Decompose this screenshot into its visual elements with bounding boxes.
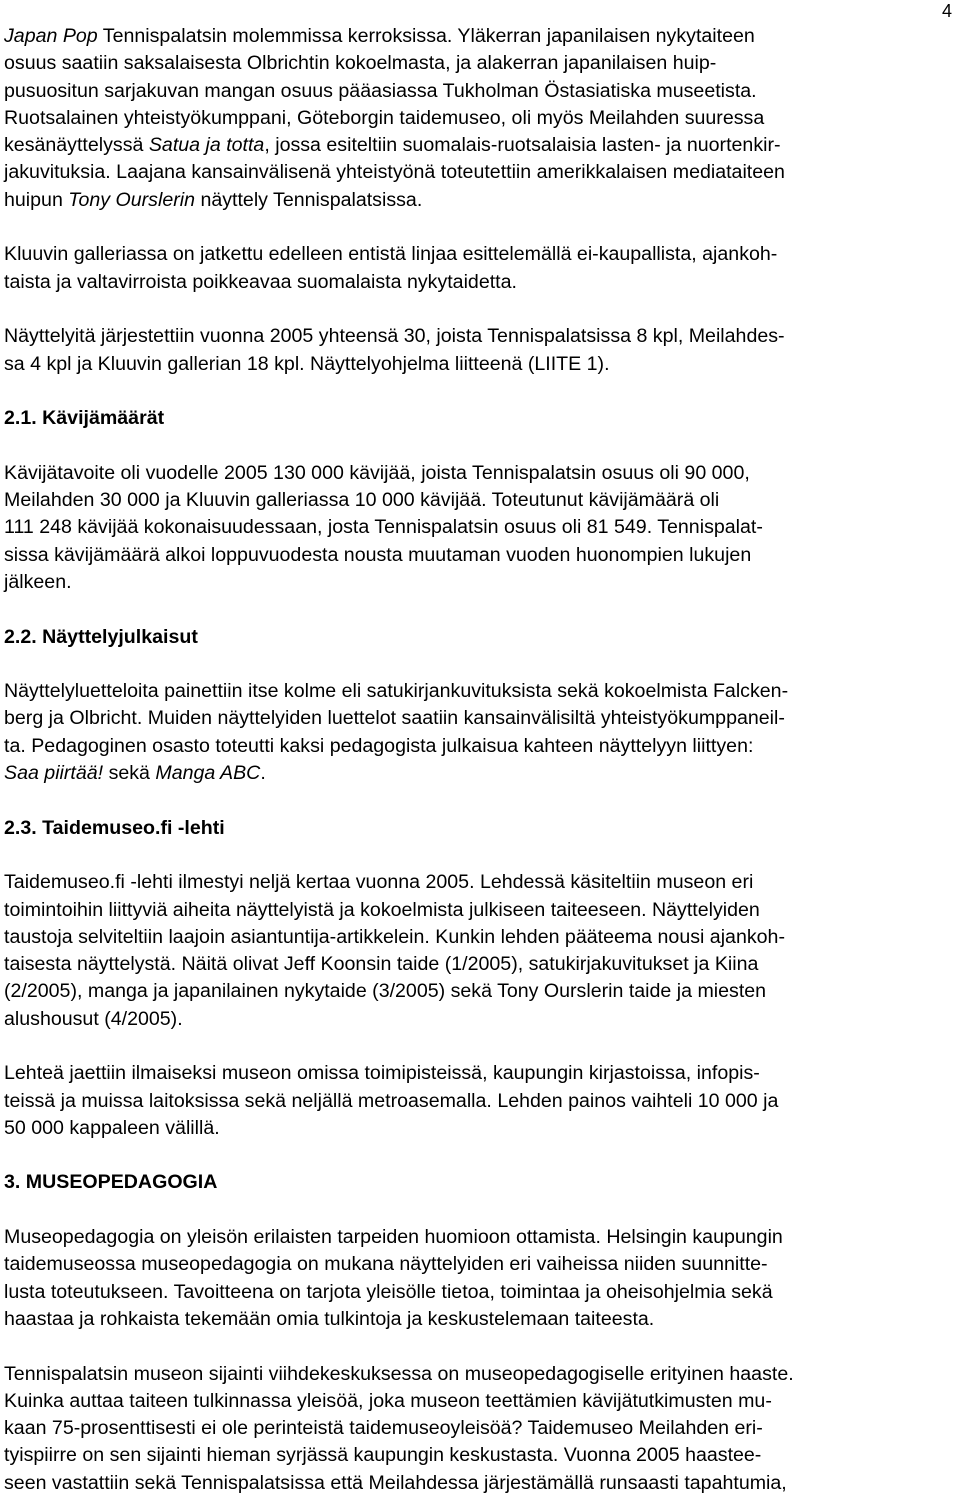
text-run: kaan 75-prosenttisesti ei ole perinteistä taidemuseoyleisöä? Taidemuseo Meilahden eri- <box>4 1417 763 1440</box>
text-run: alushousut (4/2005). <box>4 1007 183 1030</box>
text-run: Kuinka auttaa taiteen tulkinnassa yleisöä, joka museon teettämien kävijätutkimusten mu- <box>4 1389 772 1412</box>
text-run: Näyttelyitä järjestettiin vuonna 2005 yhteensä 30, joista Tennispalatsissa 8 kpl, Meilahdes- <box>4 325 785 348</box>
text-run: huipun <box>4 188 69 211</box>
heading-taidemuseo-magazine: 2.3. Taidemuseo.fi -lehti <box>4 816 225 839</box>
text-run: pusuositun sarjakuvan mangan osuus pääasiassa Tukholman Östasiatiska museetista. <box>4 79 757 102</box>
text-run: Museopedagogia on yleisön erilaisten tarpeiden huomioon ottamista. Helsingin kaupungin <box>4 1226 783 1249</box>
text-run: 50 000 kappaleen välillä. <box>4 1116 220 1139</box>
heading-exhibition-publications: 2.2. Näyttelyjulkaisut <box>4 625 198 648</box>
text-run: , jossa esiteltiin suomalais-ruotsalaisia lasten- ja nuortenkir- <box>264 134 781 157</box>
italic-title: Satua ja totta <box>148 134 265 157</box>
text-run: tyispiirre on sen sijainti hieman syrjässä kaupungin keskustasta. Vuonna 2005 haastee- <box>4 1444 762 1467</box>
text-run: Kluuvin galleriassa on jatkettu edelleen entistä linjaa esittelemällä ei-kaupallista, ajankoh- <box>4 243 778 266</box>
paragraph-exhibition-count <box>4 323 952 378</box>
text-run: lusta toteutukseen. Tavoitteena on tarjota yleisölle tietoa, toimintaa ja oheisohjelmia sekä <box>4 1280 773 1303</box>
text-run: sissa kävijämäärä alkoi loppuvuodesta nousta muutaman vuoden huonompien lukujen <box>4 543 752 566</box>
text-run: Näyttelyluetteloita painettiin itse kolme eli satukirjankuvituksista sekä kokoelmista Falcken- <box>4 680 789 703</box>
text-run: . <box>260 762 266 785</box>
text-run: Taidemuseo.fi -lehti ilmestyi neljä kertaa vuonna 2005. Lehdessä käsiteltiin museon eri <box>4 871 754 894</box>
text-run: taidemuseossa museopedagogia on mukana näyttelyiden eri vaiheissa niiden suunnitte- <box>4 1253 768 1276</box>
paragraph-kluuvi-gallery <box>4 241 952 296</box>
text-run: seen vastattiin sekä Tennispalatsissa että Meilahdessa järjestämällä runsaasti tapahtumia, <box>4 1471 787 1494</box>
document-body <box>4 23 952 1497</box>
italic-title: Saa piirtää! <box>4 762 104 785</box>
text-run: sa 4 kpl ja Kluuvin gallerian 18 kpl. Näyttelyohjelma liitteenä (LIITE 1). <box>4 352 610 375</box>
text-run: Ruotsalainen yhteistyökumppani, Göteborgin taidemuseo, oli myös Meilahden suuressa <box>4 106 765 129</box>
paragraph-museum-pedagogy <box>4 1224 952 1333</box>
paragraph-exhibitions-tennispalatsi <box>4 23 952 214</box>
paragraph-taidemuseo-magazine <box>4 869 952 1033</box>
text-run: taista ja valtavirroista poikkeavaa suomalaista nykytaidetta. <box>4 270 517 293</box>
heading-visitor-numbers: 2.1. Kävijämäärät <box>4 407 165 430</box>
text-run: haastaa ja rohkaista tekemään omia tulkintoja ja keskustelemaan taiteesta. <box>4 1307 655 1330</box>
text-run: osuus saatiin saksalaisesta Olbrichtin kokoelmasta, ja alakerran japanilaisen huip- <box>4 52 717 75</box>
paragraph-exhibition-publications <box>4 678 952 787</box>
text-run: 111 248 kävijää kokonaisuudessaan, josta Tennispalatsin osuus oli 81 549. Tennispalat- <box>4 516 763 539</box>
text-run: Kävijätavoite oli vuodelle 2005 130 000 kävijää, joista Tennispalatsin osuus oli 90 000, <box>4 461 750 484</box>
text-run: taisesta näyttelystä. Näitä olivat Jeff Koonsin taide (1/2005), satukirjakuvitukset ja Kiina <box>4 953 759 976</box>
paragraph-magazine-distribution <box>4 1060 952 1142</box>
text-run: Lehteä jaettiin ilmaiseksi museon omissa toimipisteissä, kaupungin kirjastoissa, infopis- <box>4 1062 760 1085</box>
text-run: jakuvituksia. Laajana kansainvälisenä yhteistyönä toteutettiin amerikkalaisen mediataiteen <box>4 161 785 184</box>
text-run: Tennispalatsin molemmissa kerroksissa. Yläkerran japanilaisen nykytaiteen <box>97 25 755 47</box>
text-run: kesänäyttelyssä <box>4 134 149 157</box>
text-run: toimintoihin liittyviä aiheita näyttelyistä ja kokoelmista julkiseen taiteeseen. Näyttelyiden <box>4 898 760 921</box>
heading-museum-pedagogy: 3. MUSEOPEDAGOGIA <box>4 1171 218 1194</box>
text-run: Meilahden 30 000 ja Kluuvin galleriassa 10 000 kävijää. Toteutunut kävijämäärä oli <box>4 489 720 512</box>
paragraph-tennispalatsi-location <box>4 1361 952 1497</box>
text-run: (2/2005), manga ja japanilainen nykytaide (3/2005) sekä Tony Ourslerin taide ja miesten <box>4 980 767 1003</box>
text-run: Tennispalatsin museon sijainti viihdekeskuksessa on museopedagogiselle erityinen haaste. <box>4 1362 794 1385</box>
italic-title: Manga ABC <box>155 762 261 785</box>
italic-title: Tony Ourslerin <box>68 188 195 211</box>
text-run: ta. Pedagoginen osasto toteutti kaksi pedagogista julkaisua kahteen näyttelyyn liittyen: <box>4 734 754 757</box>
text-run: jälkeen. <box>4 570 72 593</box>
paragraph-visitor-numbers <box>4 460 952 596</box>
italic-title: Japan Pop <box>4 25 98 47</box>
text-run: berg ja Olbricht. Muiden näyttelyiden luettelot saatiin kansainvälisiltä yhteistyökumppaneil- <box>4 707 785 730</box>
text-run: teissä ja muissa laitoksissa sekä neljällä metroasemalla. Lehden painos vaihteli 10 000 ja <box>4 1089 779 1112</box>
text-run: taustoja selviteltiin laajoin asiantuntija-artikkelein. Kunkin lehden pääteema nousi ajankoh- <box>4 925 785 948</box>
page-number: 4 <box>941 1 952 21</box>
text-run: sekä <box>103 762 156 785</box>
text-run: näyttely Tennispalatsissa. <box>195 188 423 211</box>
